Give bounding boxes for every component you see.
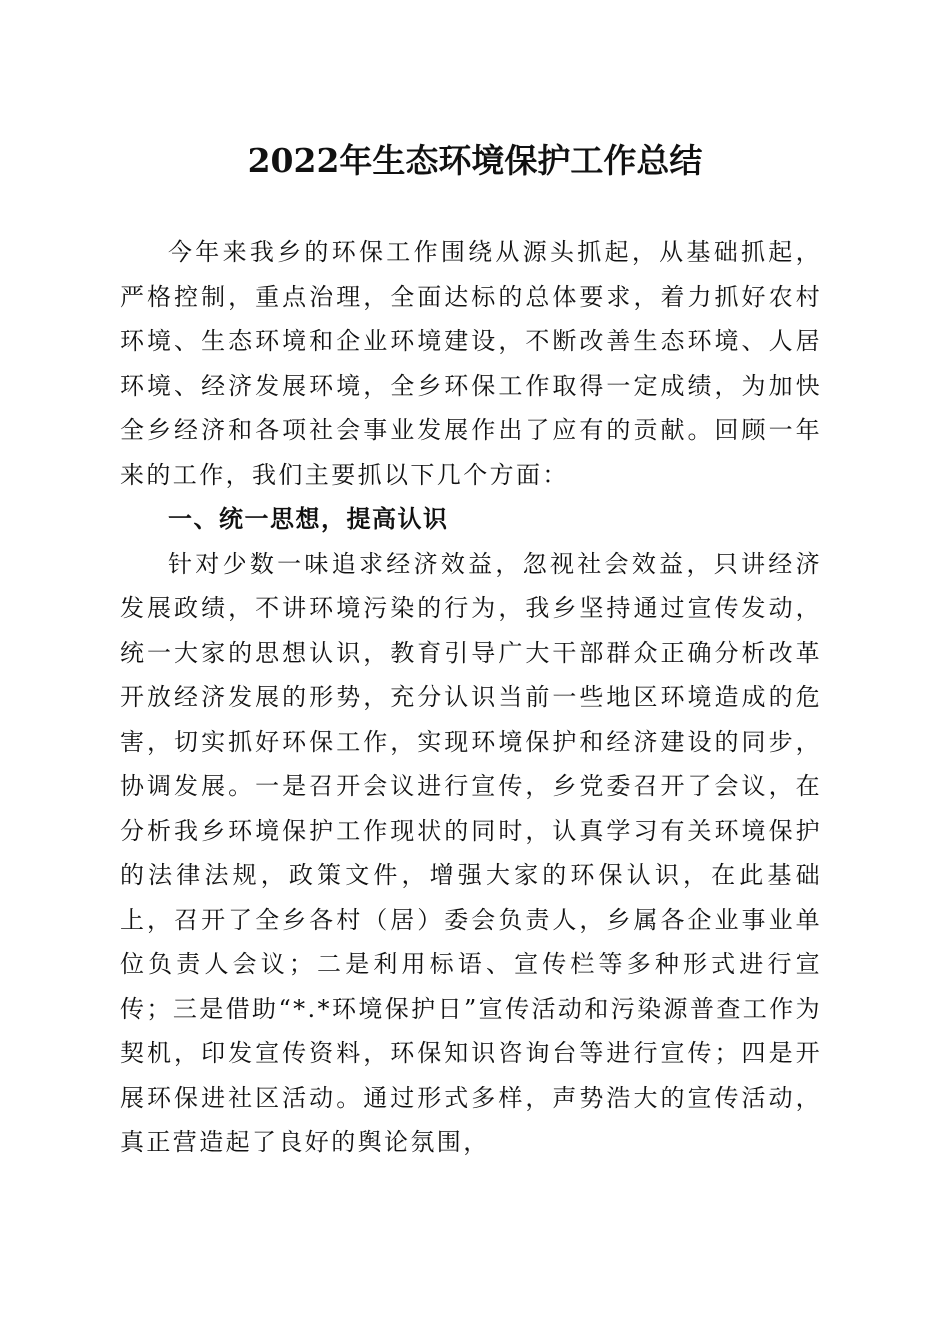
section-1-paragraph: 针对少数一味追求经济效益，忽视社会效益，只讲经济发展政绩，不讲环境污染的行为，我乡坚持通过宣传发动，统一大家的思想认识，教育引导广大干部群众正确分析改革开放经济发展的形势，充分认识当前一些地区环境造成的危害，切实抓好环保工作，实现环境保护和经济建设的同步，协调发展。一是召开会议进行宣传，乡党委召开了会议，在分析我乡环境保护工作现状的同时，认真学习有关环境保护的法律法规，政策文件，增强大家的环保认识，在此基础上，召开了全乡各村（居）委会负责人，乡属各企业事业单位负责人会议；二是利用标语、宣传栏等多种形式进行宣传；三是借助“*.*环境保护日”宣传活动和污染源普查工作为契机，印发宣传资料，环保知识咨询台等进行宣传；四是开展环保进社区活动。通过形式多样，声势浩大的宣传活动，真正营造起了良好的舆论氛围， [120, 549, 822, 1156]
document-body [120, 230, 822, 1165]
intro-paragraph: 今年来我乡的环保工作围绕从源头抓起，从基础抓起，严格控制，重点治理，全面达标的总体要求，着力抓好农村环境、生态环境和企业环境建设，不断改善生态环境、人居环境、经济发展环境，全乡环保工作取得一定成绩，为加快全乡经济和各项社会事业发展作出了应有的贡献。回顾一年来的工作，我们主要抓以下几个方面： [120, 238, 822, 489]
section-heading-1: 一、统一思想，提高认识 [168, 505, 449, 533]
document-title: 2022年生态环境保护工作总结 [247, 141, 703, 180]
